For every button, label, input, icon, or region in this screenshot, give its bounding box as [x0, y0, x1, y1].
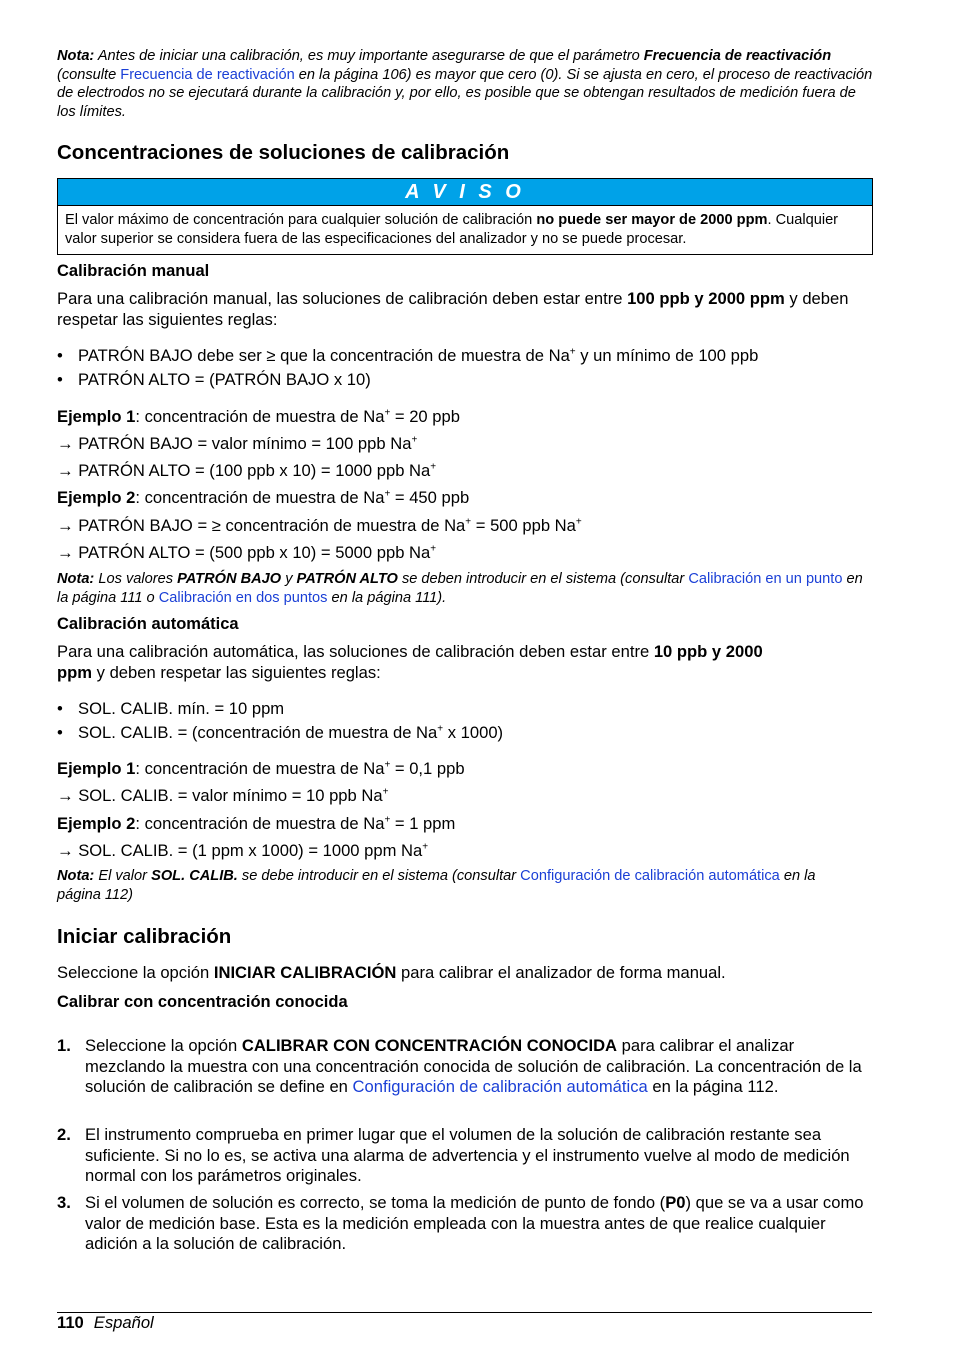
- aviso-text-part: El valor máximo de concentración para cualquier solución de calibración: [65, 212, 533, 228]
- note-bold: SOL. CALIB.: [151, 868, 238, 884]
- auto-note: [57, 867, 857, 904]
- bold-range: 100 ppb y 2000 ppm: [627, 289, 785, 308]
- section-title-concentraciones: Concentraciones de soluciones de calibración: [57, 141, 510, 164]
- step-number: 1.: [57, 1036, 71, 1055]
- manual-note: [57, 570, 877, 607]
- text: Para una calibración manual, las soluciones de calibración deben estar entre: [57, 289, 623, 308]
- footer-divider: [57, 1312, 872, 1313]
- text: : concentración de muestra de Na: [135, 759, 385, 778]
- example-1-manual: [57, 407, 460, 427]
- text: : concentración de muestra de Na: [135, 814, 385, 833]
- superscript-plus: +: [430, 461, 437, 473]
- result-line: [57, 786, 388, 806]
- footer-language: Español: [93, 1313, 154, 1332]
- superscript-plus: +: [575, 516, 582, 528]
- step-number: 3.: [57, 1193, 71, 1212]
- example-1-auto: [57, 759, 465, 779]
- superscript-plus: +: [384, 759, 391, 771]
- text: ) que se va a usar como valor de medición base. Esta es la medición empleada con la muestra antes de que realice cualquier adición a la solución de calibración.: [85, 1193, 864, 1254]
- note-text: en la página 111 o: [57, 571, 863, 606]
- text: y deben respetar las siguientes reglas:: [96, 662, 381, 682]
- text: y deben respetar las siguientes reglas:: [57, 289, 849, 329]
- bullet: •: [57, 370, 63, 389]
- note-text: se deben introducir en el sistema (consultar: [401, 571, 685, 587]
- subsection-title-concentracion-conocida: Calibrar con concentración conocida: [57, 993, 348, 1011]
- steps-list: [57, 1036, 872, 1256]
- list-item: [57, 723, 503, 743]
- manual-intro: [57, 289, 877, 330]
- bold-option: INICIAR CALIBRACIÓN: [213, 963, 397, 982]
- text: → PATRÓN BAJO = valor mínimo = 100 ppb Na: [57, 434, 412, 453]
- result-line: [57, 434, 417, 454]
- text: Seleccione la opción: [57, 963, 210, 982]
- step-text: [85, 1193, 872, 1255]
- superscript-plus: +: [430, 543, 437, 555]
- note-text: en la página 112): [57, 868, 816, 903]
- text: Para una calibración automática, las soluciones de calibración deben estar entre: [57, 642, 650, 661]
- page-number: 110: [57, 1313, 84, 1332]
- result-line: [57, 461, 436, 481]
- text: Si el volumen de solución es correcto, se toma la medición de punto de fondo (: [85, 1193, 666, 1212]
- text: → SOL. CALIB. = valor mínimo = 10 ppb Na: [57, 786, 383, 805]
- superscript-plus: +: [382, 786, 389, 798]
- bullet: •: [57, 699, 63, 718]
- list-item: [57, 699, 284, 719]
- example-label: Ejemplo 2: [57, 488, 136, 507]
- superscript-plus: +: [437, 723, 444, 735]
- result-line: [57, 516, 582, 536]
- aviso-bold: no puede ser mayor de 2000 ppm: [536, 212, 768, 228]
- example-2-auto: [57, 814, 455, 834]
- text: → PATRÓN ALTO = (500 ppb x 10) = 5000 ppb Na: [57, 543, 431, 562]
- note-text: se debe introducir en el sistema (consultar: [241, 868, 517, 884]
- subsection-title-manual: Calibración manual: [57, 262, 210, 280]
- superscript-plus: +: [384, 488, 391, 500]
- link-frecuencia-reactivacion[interactable]: Frecuencia de reactivación: [120, 66, 295, 83]
- note-label: Nota:: [57, 571, 95, 587]
- aviso-text-part: . Cualquier valor superior se considera fuera de las especificaciones del analizador y no se puede procesar.: [65, 212, 839, 247]
- text: SOL. CALIB. = (concentración de muestra de Na: [78, 723, 438, 742]
- example-label: Ejemplo 2: [57, 814, 136, 833]
- list-item: [57, 370, 371, 390]
- iniciar-intro: [57, 963, 726, 983]
- note-bold: PATRÓN BAJO: [177, 571, 282, 587]
- aviso-text: [65, 211, 865, 248]
- link-calibracion-dos-puntos[interactable]: Calibración en dos puntos: [158, 589, 328, 606]
- aviso-box: [57, 178, 873, 255]
- text: = 0,1 ppb: [394, 759, 465, 778]
- page-footer: [57, 1313, 154, 1333]
- superscript-plus: +: [411, 434, 418, 446]
- note-text: Los valores: [98, 571, 173, 587]
- text: SOL. CALIB. mín. = 10 ppm: [78, 699, 285, 718]
- bold-option: CALIBRAR CON CONCENTRACIÓN CONOCIDA: [241, 1036, 618, 1055]
- note-text: en la página 111).: [331, 589, 447, 606]
- note-text: (consulte: [57, 66, 117, 83]
- link-calibracion-un-punto[interactable]: Calibración en un punto: [688, 571, 843, 587]
- text: = 500 ppb Na: [475, 516, 576, 535]
- superscript-plus: +: [422, 841, 429, 853]
- text: = 450 ppb: [394, 488, 470, 507]
- section-title-iniciar-calibracion: Iniciar calibración: [57, 925, 232, 948]
- example-2-manual: [57, 488, 469, 508]
- superscript-plus: +: [384, 407, 391, 419]
- example-label: Ejemplo 1: [57, 407, 136, 426]
- superscript-plus: +: [384, 814, 391, 826]
- text: → PATRÓN ALTO = (100 ppb x 10) = 1000 ppb Na: [57, 461, 431, 480]
- text: = 20 ppb: [394, 407, 460, 426]
- list-item: [57, 346, 758, 366]
- note-bold: Frecuencia de reactivación: [643, 48, 832, 64]
- note-text: Antes de iniciar una calibración, es muy importante asegurarse de que el parámetro: [97, 48, 640, 64]
- superscript-plus: +: [569, 346, 576, 358]
- superscript-plus: +: [465, 516, 472, 528]
- text: Seleccione la opción: [85, 1036, 238, 1055]
- text: PATRÓN ALTO = (PATRÓN BAJO x 10): [78, 370, 371, 389]
- link-configuracion-calibracion-automatica[interactable]: Configuración de calibración automática: [352, 1077, 648, 1097]
- text: = 1 ppm: [394, 814, 456, 833]
- auto-intro: [57, 642, 797, 683]
- result-line: [57, 543, 436, 563]
- note-label: Nota:: [57, 48, 95, 64]
- text: PATRÓN BAJO debe ser ≥ que la concentración de muestra de Na: [78, 346, 570, 365]
- top-note: [57, 47, 877, 121]
- text: para calibrar el analizar mezclando la muestra con una concentración conocida de solución de calibración. La concentración de la solución de calibración se define en: [85, 1036, 862, 1097]
- aviso-header: A V I S O: [58, 179, 872, 206]
- text: para calibrar el analizador de forma manual.: [401, 963, 726, 982]
- text: y un mínimo de 100 ppb: [580, 346, 759, 365]
- note-bold: PATRÓN ALTO: [296, 571, 398, 587]
- bold-range: 10 ppb y 2000 ppm: [57, 642, 763, 682]
- note-text: El valor: [98, 868, 148, 884]
- step-text: [85, 1036, 872, 1098]
- text: : concentración de muestra de Na: [135, 488, 385, 507]
- link-configuracion-calibracion-automatica[interactable]: Configuración de calibración automática: [520, 868, 780, 884]
- step-number: 2.: [57, 1125, 71, 1144]
- text: en la página 112.: [652, 1077, 779, 1097]
- text: x 1000): [447, 723, 504, 742]
- example-label: Ejemplo 1: [57, 759, 136, 778]
- result-line: [57, 841, 428, 861]
- bullet: •: [57, 723, 63, 742]
- note-text: y: [285, 571, 293, 587]
- note-text: en la página 106) es mayor que cero (0). Si se ajusta en cero, el proceso de reactivación de electrodos no se ejecutará durante la calibración y, por ello, es posible que se obtengan resultados de medición fuera de los límites.: [57, 66, 873, 120]
- bold-term: P0: [665, 1193, 686, 1212]
- text: → SOL. CALIB. = (1 ppm x 1000) = 1000 ppm Na: [57, 841, 423, 860]
- subsection-title-automatica: Calibración automática: [57, 615, 239, 633]
- step-text: El instrumento comprueba en primer lugar que el volumen de la solución de calibración restante sea suficiente. Si no lo es, se activa una alarma de advertencia y el instrumento vuelve al modo de medición normal con los parámetros originales.: [85, 1125, 850, 1186]
- bullet: •: [57, 346, 63, 365]
- text: → PATRÓN BAJO = ≥ concentración de muestra de Na: [57, 516, 466, 535]
- text: : concentración de muestra de Na: [135, 407, 385, 426]
- note-label: Nota:: [57, 868, 95, 884]
